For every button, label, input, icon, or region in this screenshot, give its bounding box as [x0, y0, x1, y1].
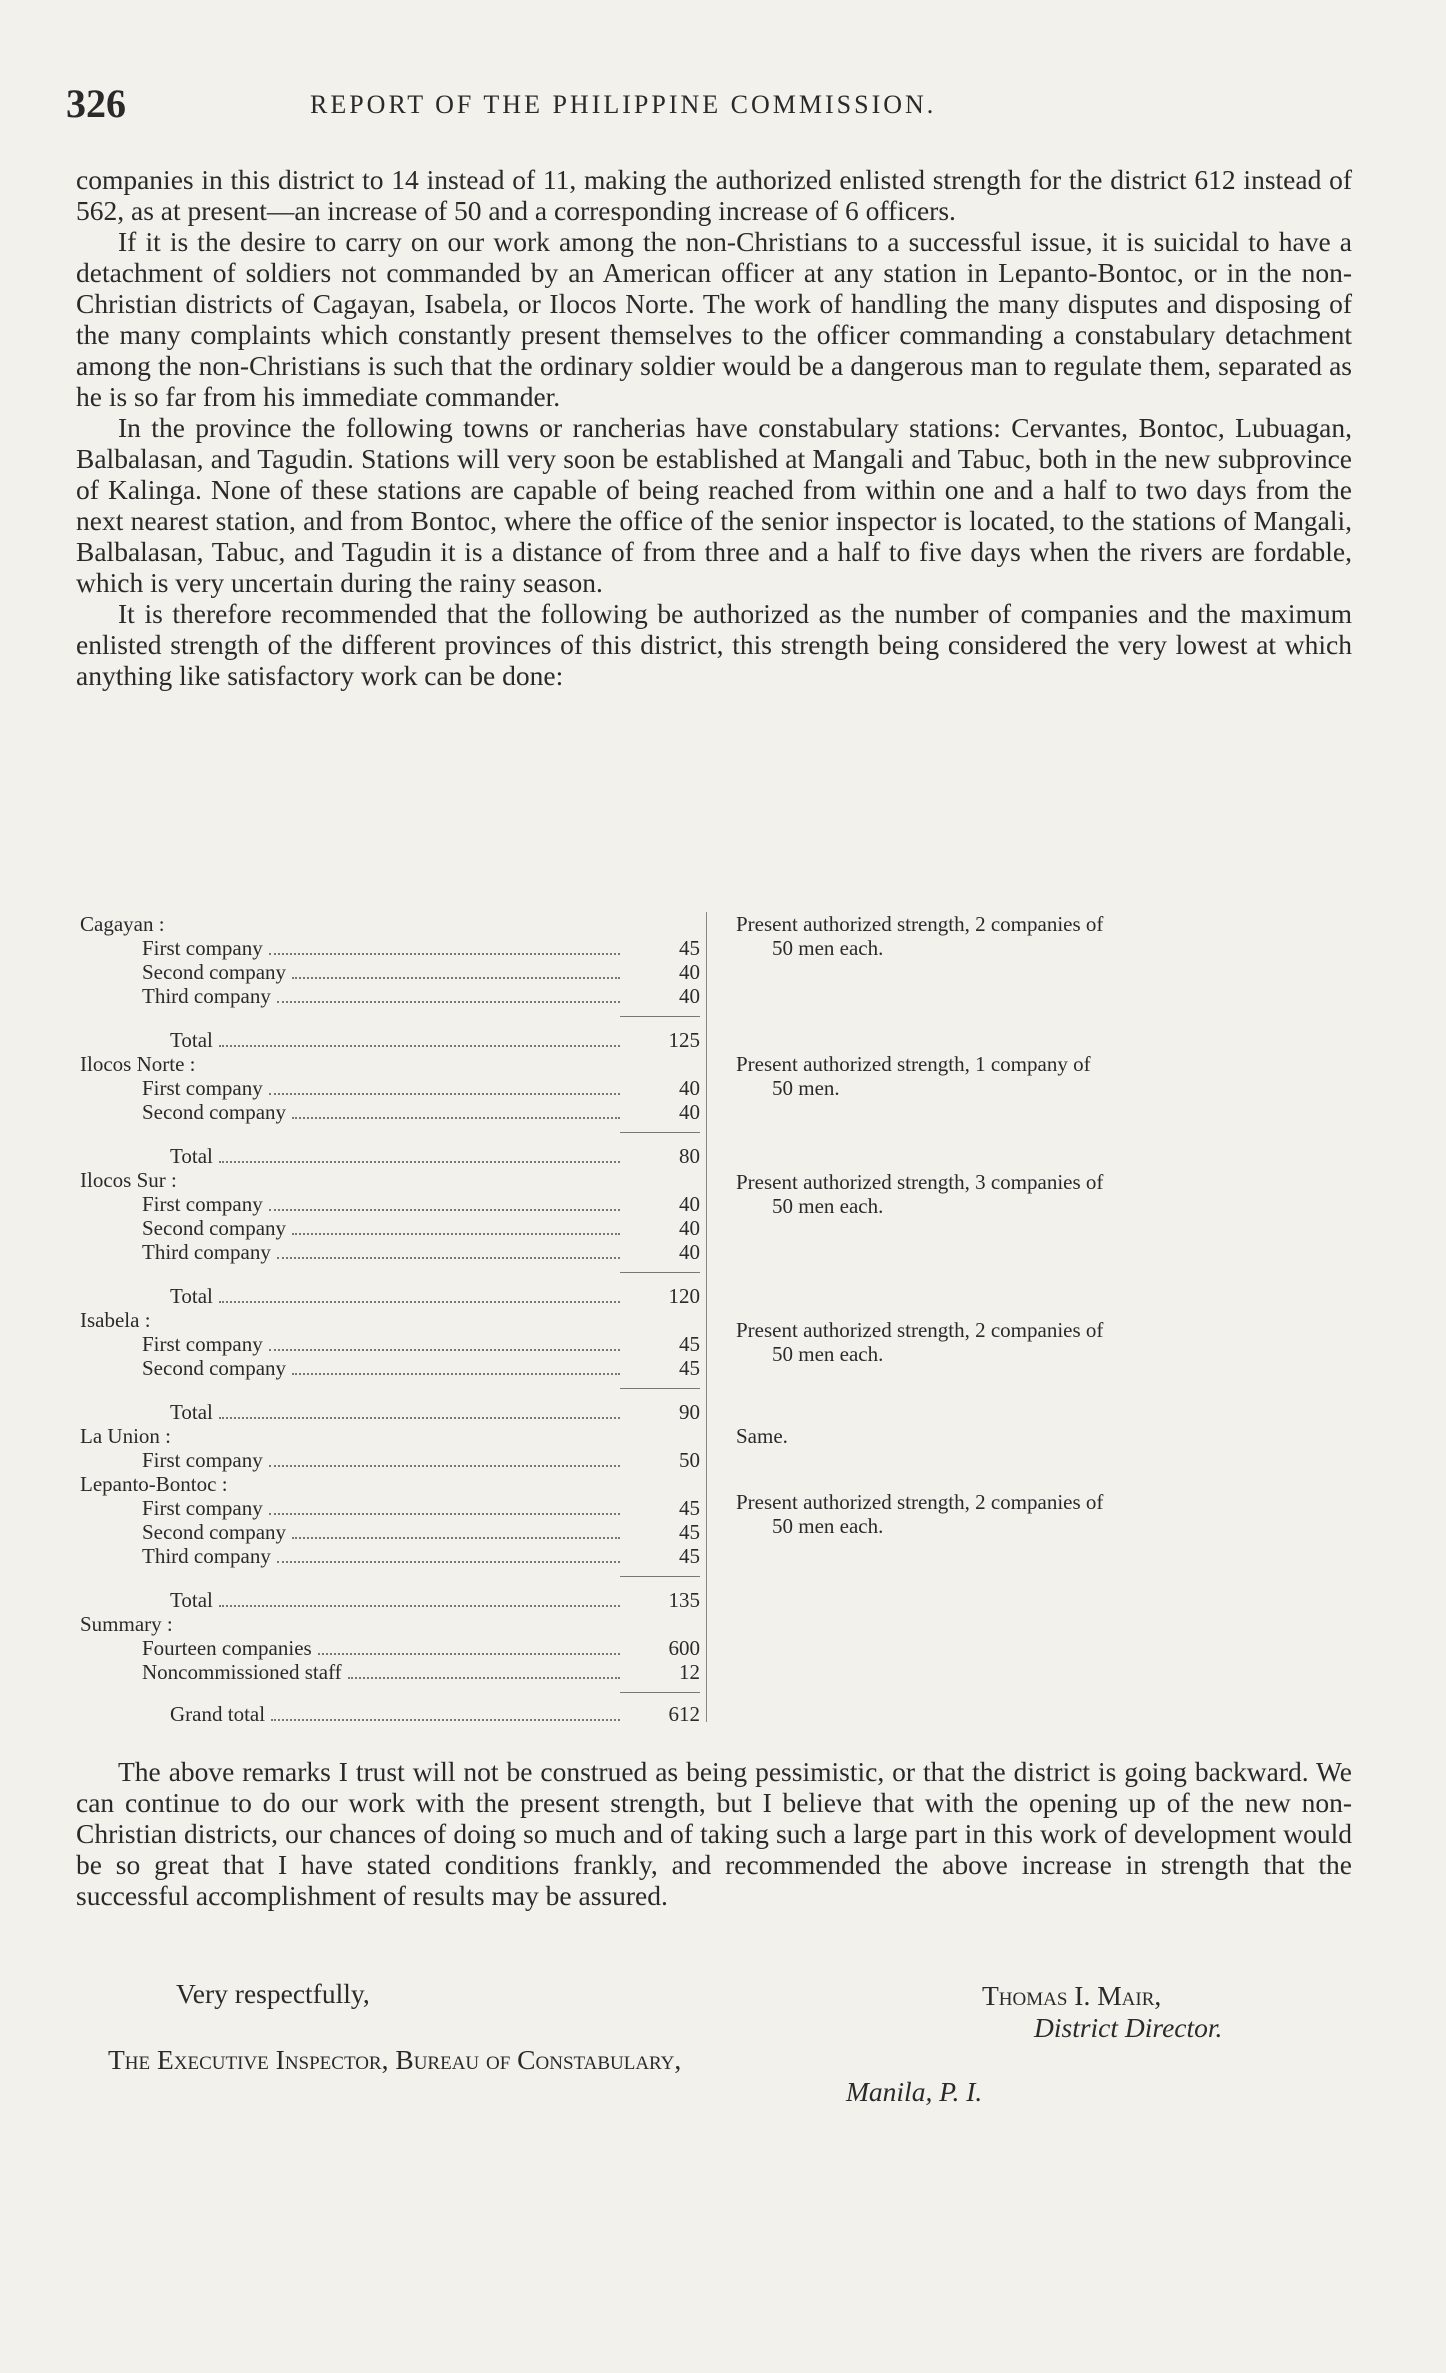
row-label: Third company — [142, 1240, 271, 1264]
total-value: 135 — [668, 1588, 700, 1612]
strength-table — [80, 912, 1350, 1732]
page-header — [66, 80, 1356, 130]
sum-rule — [620, 1692, 700, 1693]
row-label: Second company — [142, 1356, 287, 1380]
row-value: 45 — [679, 1496, 700, 1520]
body-paragraphs — [76, 164, 1352, 691]
table-row — [80, 1588, 700, 1612]
signer-title: District Director. — [1034, 2012, 1223, 2043]
row-label: Noncommissioned staff — [142, 1660, 342, 1684]
running-title: REPORT OF THE PHILIPPINE COMMISSION. — [310, 90, 937, 119]
total-value: 120 — [668, 1284, 700, 1308]
leader-dots — [269, 1441, 620, 1467]
row-value: 40 — [679, 1216, 700, 1240]
leader-dots — [269, 1489, 620, 1515]
table-row — [80, 1660, 700, 1684]
signer-name: Thomas I. Mair, — [982, 1980, 1162, 2011]
table-row — [80, 1356, 700, 1380]
grand-total-value: 612 — [668, 1702, 700, 1726]
row-label: Third company — [142, 1544, 271, 1568]
leader-dots — [269, 1185, 620, 1211]
row-value: 600 — [668, 1636, 700, 1660]
row-label: First company — [142, 1192, 263, 1216]
note-line: Present authorized strength, 2 companies of — [736, 912, 1104, 936]
strength-note — [736, 1318, 1342, 1366]
row-value: 45 — [679, 1356, 700, 1380]
leader-dots — [219, 1277, 620, 1303]
row-value: 40 — [679, 984, 700, 1008]
row-value: 12 — [679, 1660, 700, 1684]
table-row — [80, 1028, 700, 1052]
strength-note — [736, 1424, 1342, 1448]
row-value: 45 — [679, 1332, 700, 1356]
addressee: The Executive Inspector, Bureau of Constabulary, — [108, 2044, 682, 2075]
province-label: Lepanto-Bontoc : — [80, 1472, 228, 1496]
grand-total-label: Grand total — [170, 1702, 266, 1726]
leader-dots — [219, 1393, 620, 1419]
leader-dots — [277, 977, 620, 1003]
leader-dots — [292, 1349, 620, 1375]
leader-dots — [271, 1695, 620, 1721]
row-label: Second company — [142, 960, 287, 984]
table-row — [80, 1240, 700, 1264]
total-label: Total — [170, 1028, 213, 1052]
row-label: Second company — [142, 1100, 287, 1124]
leader-dots — [318, 1629, 620, 1655]
strength-note — [736, 1052, 1342, 1100]
table-row — [80, 1400, 700, 1424]
row-label: Second company — [142, 1216, 287, 1240]
note-line: 50 men each. — [772, 1342, 884, 1366]
row-label: First company — [142, 1076, 263, 1100]
province-label: Summary : — [80, 1612, 173, 1636]
province-label: Ilocos Norte : — [80, 1052, 196, 1076]
total-value: 80 — [679, 1144, 700, 1168]
row-label: Second company — [142, 1520, 287, 1544]
row-value: 45 — [679, 936, 700, 960]
note-line: 50 men each. — [772, 1194, 884, 1218]
row-value: 40 — [679, 1100, 700, 1124]
sum-rule — [620, 1388, 700, 1389]
table-row — [80, 1284, 700, 1308]
sum-rule — [620, 1272, 700, 1273]
closing-paragraph-text: The above remarks I trust will not be construed as being pessimistic, or that the district is going backward. We can continue to do our work with the present strength, but I believe that with the opening up of the new non-Christian districts, our chances of doing so much and of taking such a large part in this work of development would be so great that I have stated conditions frankly, and recommended the above increase in strength that the successful accomplishment of results may be assured. — [76, 1756, 1352, 1911]
strength-note — [736, 1170, 1342, 1218]
leader-dots — [219, 1021, 620, 1047]
leader-dots — [219, 1581, 620, 1607]
leader-dots — [348, 1653, 620, 1679]
paragraph-3: In the province the following towns or rancherias have constabulary stations: Cervantes, Bontoc, Lubuagan, Balbalasan, and Tagudin. Stations will very soon be established at Mangali and Tabuc, both in the new subprovince of Kalinga. None of these stations are capable of being reached from within one and a half to two days from the next nearest station, and from Bontoc, where the office of the senior inspector is located, to the stations of Mangali, Balbalasan, Tabuc, and Tagudin it is a distance of from three and a half to five days when the rivers are fordable, which is very uncertain during the rainy season. — [76, 412, 1352, 598]
column-divider — [706, 912, 707, 1722]
total-value: 90 — [679, 1400, 700, 1424]
leader-dots — [277, 1537, 620, 1563]
total-label: Total — [170, 1400, 213, 1424]
strength-note — [736, 912, 1342, 960]
paragraph-4: It is therefore recommended that the following be authorized as the number of companies and the maximum enlisted strength of the different provinces of this district, this strength being considered the very lowest at which anything like satisfactory work can be done: — [76, 598, 1352, 691]
row-value: 45 — [679, 1544, 700, 1568]
note-line: Present authorized strength, 2 companies of — [736, 1490, 1104, 1514]
location: Manila, P. I. — [846, 2076, 983, 2107]
total-label: Total — [170, 1588, 213, 1612]
row-value: 40 — [679, 960, 700, 984]
row-value: 45 — [679, 1520, 700, 1544]
paragraph-2: If it is the desire to carry on our work among the non-Christians to a successful issue, it is suicidal to have a detachment of soldiers not commanded by an American officer at any station in Lepanto-Bontoc, or in the non-Christian districts of Cagayan, Isabela, or Ilocos Norte. The work of handling the many disputes and disposing of the many complaints which constantly present themselves to the officer commanding a constabulary detachment among the non-Christians is such that the ordinary soldier would be a dangerous man to regulate them, separated as he is so far from his immediate commander. — [76, 226, 1352, 412]
table-row — [80, 1100, 700, 1124]
province-label: La Union : — [80, 1424, 171, 1448]
total-label: Total — [170, 1284, 213, 1308]
note-line: Same. — [736, 1424, 788, 1448]
row-label: First company — [142, 936, 263, 960]
row-value: 40 — [679, 1192, 700, 1216]
note-line: 50 men. — [772, 1076, 840, 1100]
row-value: 50 — [679, 1448, 700, 1472]
leader-dots — [269, 1325, 620, 1351]
sum-rule — [620, 1016, 700, 1017]
table-row — [80, 984, 700, 1008]
leader-dots — [219, 1137, 620, 1163]
paragraph-1: companies in this district to 14 instead of 11, making the authorized enlisted strength for the district 612 instead of 562, as at present—an increase of 50 and a corresponding increase of 6 officers. — [76, 164, 1352, 226]
sum-rule — [620, 1132, 700, 1133]
row-label: First company — [142, 1332, 263, 1356]
total-value: 125 — [668, 1028, 700, 1052]
leader-dots — [269, 929, 620, 955]
note-line: Present authorized strength, 3 companies of — [736, 1170, 1104, 1194]
table-row — [80, 1544, 700, 1568]
table-row — [80, 1144, 700, 1168]
province-label: Ilocos Sur : — [80, 1168, 177, 1192]
leader-dots — [292, 1513, 620, 1539]
leader-dots — [269, 1069, 620, 1095]
row-label: First company — [142, 1448, 263, 1472]
province-label: Cagayan : — [80, 912, 165, 936]
leader-dots — [292, 1093, 620, 1119]
table-row — [80, 1448, 700, 1472]
leader-dots — [277, 1233, 620, 1259]
row-value: 40 — [679, 1076, 700, 1100]
leader-dots — [292, 953, 620, 979]
total-label: Total — [170, 1144, 213, 1168]
row-label: Third company — [142, 984, 271, 1008]
province-label: Isabela : — [80, 1308, 151, 1332]
closing-paragraph — [76, 1756, 1352, 1911]
leader-dots — [292, 1209, 620, 1235]
page-number: 326 — [66, 81, 126, 126]
note-line: 50 men each. — [772, 1514, 884, 1538]
table-row — [80, 1702, 700, 1726]
sum-rule — [620, 1576, 700, 1577]
valediction: Very respectfully, — [176, 1978, 370, 2009]
row-value: 40 — [679, 1240, 700, 1264]
note-line: 50 men each. — [772, 936, 884, 960]
note-line: Present authorized strength, 1 company of — [736, 1052, 1091, 1076]
strength-note — [736, 1490, 1342, 1538]
row-label: Fourteen companies — [142, 1636, 312, 1660]
note-line: Present authorized strength, 2 companies of — [736, 1318, 1104, 1342]
row-label: First company — [142, 1496, 263, 1520]
